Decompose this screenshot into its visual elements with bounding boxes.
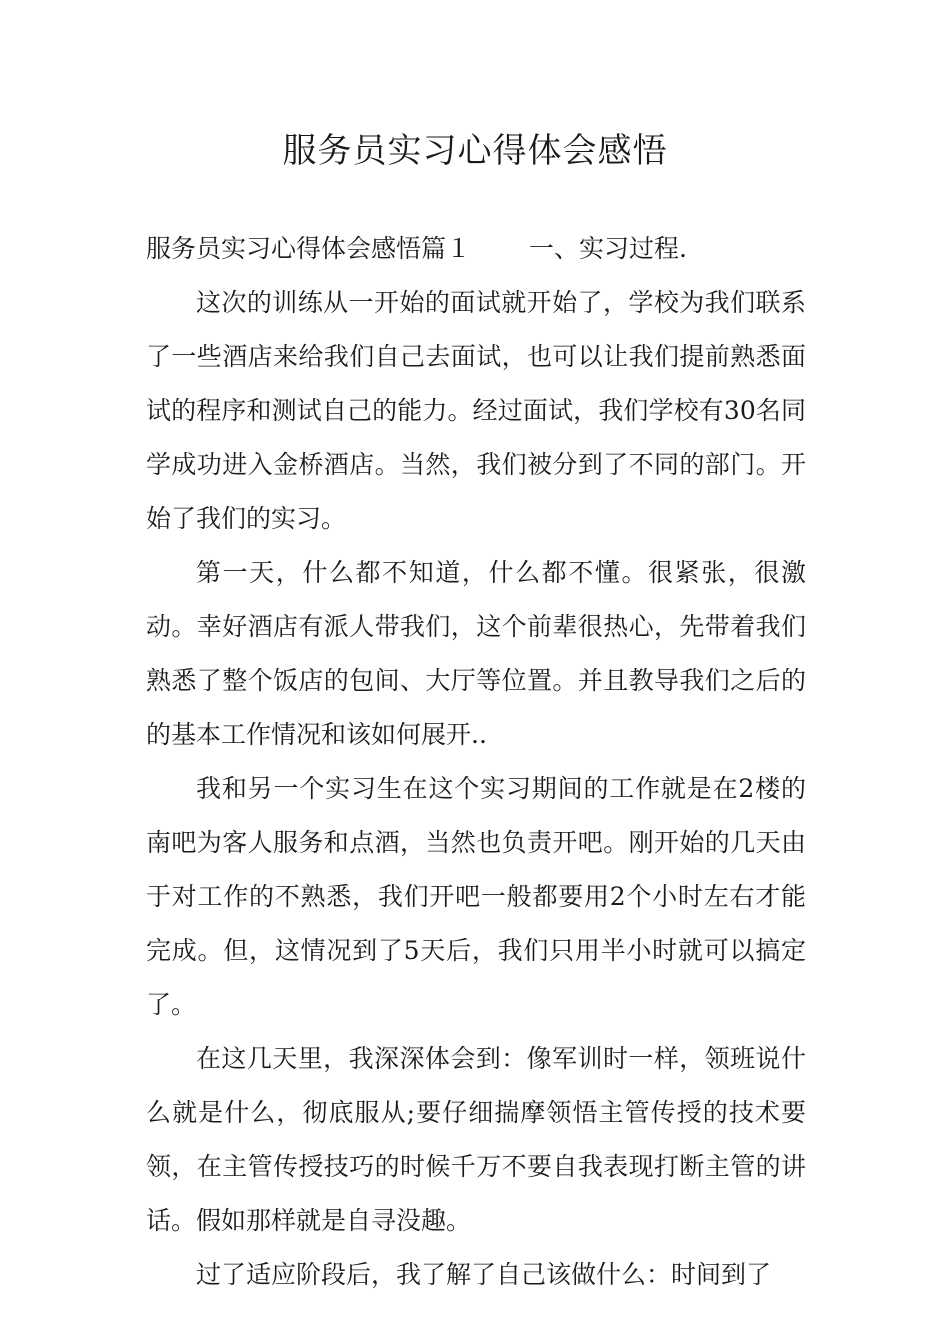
document-title: 服务员实习心得体会感悟 bbox=[282, 131, 668, 171]
paragraph: 这次的训练从一开始的面试就开始了，学校为我们联系了一些酒店来给我们自己去面试，也可以让我们提前熟悉面试的程序和测试自己的能力。经过面试，我们学校有30名同学成功进入金桥酒店。当然，我们被分到了不同的部门。开始了我们的实习。 bbox=[146, 288, 806, 533]
article-title: 服务员实习心得体会感悟篇１ bbox=[146, 234, 472, 263]
paragraph: 过了适应阶段后，我了解了自己该做什么：时间到了 bbox=[196, 1260, 772, 1289]
article-subheading bbox=[146, 222, 806, 276]
paragraph: 我和另一个实习生在这个实习期间的工作就是在2楼的南吧为客人服务和点酒，当然也负责开吧。刚开始的几天由于对工作的不熟悉，我们开吧一般都要用2个小时左右才能完成。但，这情况到了5天后，我们只用半小时就可以搞定了。 bbox=[146, 774, 806, 1019]
document-body bbox=[146, 222, 806, 1302]
paragraph: 第一天，什么都不知道，什么都不懂。很紧张，很激动。幸好酒店有派人带我们，这个前辈很热心，先带着我们熟悉了整个饭店的包间、大厅等位置。并且教导我们之后的的基本工作情况和该如何展开.. bbox=[146, 558, 806, 749]
paragraph: 在这几天里，我深深体会到：像军训时一样，领班说什么就是什么，彻底服从;要仔细揣摩领悟主管传授的技术要领，在主管传授技巧的时候千万不要自我表现打断主管的讲话。假如那样就是自寻没趣。 bbox=[146, 1044, 806, 1235]
section-title: 一、实习过程. bbox=[529, 234, 687, 263]
